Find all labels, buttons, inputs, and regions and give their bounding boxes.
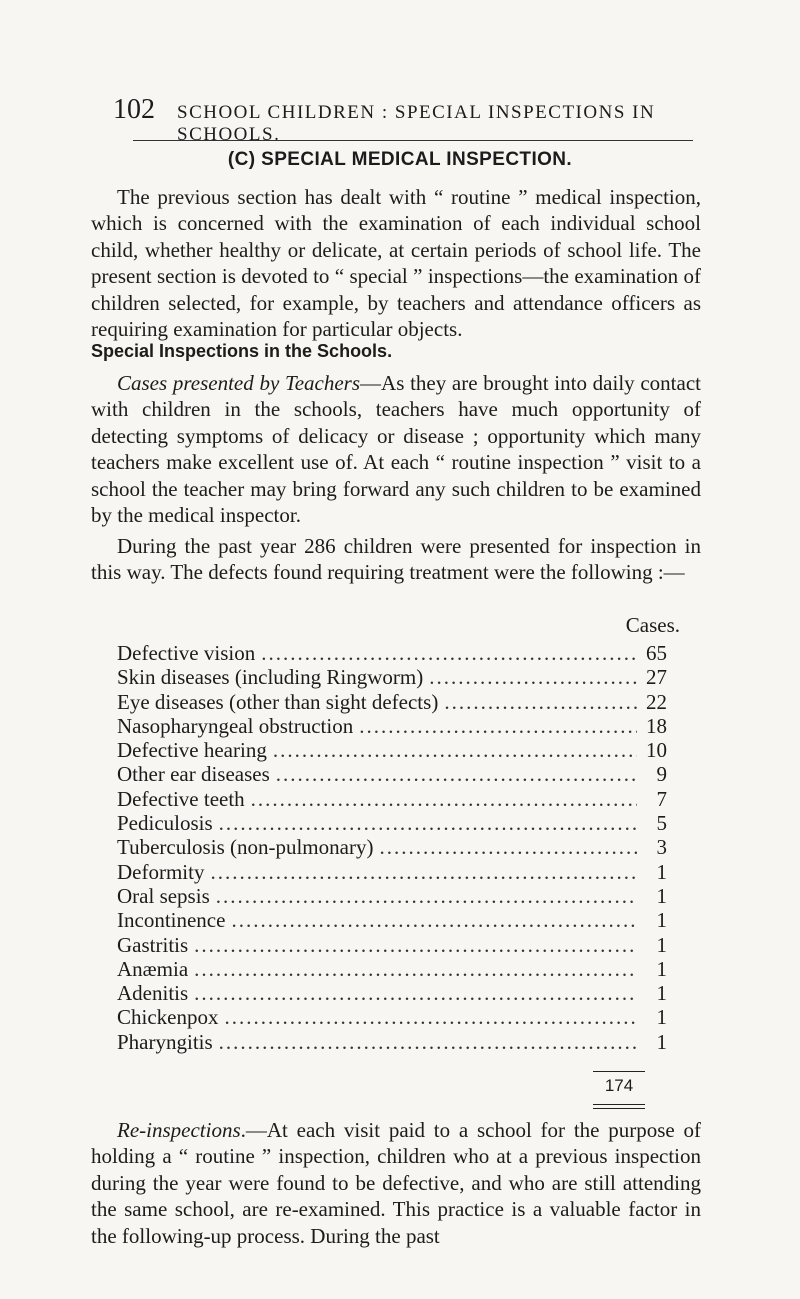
row-label: Eye diseases (other than sight defects)	[117, 689, 439, 714]
dot-leader	[251, 787, 637, 811]
row-value: 1	[656, 908, 667, 933]
row-label: Defective hearing	[117, 738, 267, 763]
dot-leader	[216, 884, 637, 908]
cases-table	[117, 641, 667, 1054]
table-row	[117, 1030, 667, 1054]
row-value: 10	[646, 738, 667, 763]
row-value: 65	[646, 641, 667, 665]
table-row	[117, 641, 667, 665]
row-value: 18	[646, 713, 667, 738]
table-row	[117, 933, 667, 957]
table-row	[117, 884, 667, 908]
table-row	[117, 787, 667, 811]
reinspections-paragraph	[91, 1117, 701, 1249]
table-row	[117, 860, 667, 884]
table-row	[117, 714, 667, 738]
table-row	[117, 690, 667, 714]
dot-leader	[224, 1005, 637, 1029]
dot-leader	[210, 860, 637, 884]
table-row	[117, 811, 667, 835]
row-label: Incontinence	[117, 908, 226, 933]
table-row	[117, 981, 667, 1005]
row-value: 1	[656, 981, 667, 1006]
presented-paragraph-text: During the past year 286 children were presented for inspection in this way. The defects found requiring treatment were the following :—	[91, 534, 701, 585]
row-value: 3	[656, 835, 667, 860]
dot-leader	[219, 811, 637, 835]
table-row	[117, 665, 667, 689]
table-row	[117, 957, 667, 981]
row-value: 1	[656, 932, 667, 957]
table-row	[117, 908, 667, 932]
row-value: 22	[646, 689, 667, 714]
subheading: Special Inspections in the Schools.	[91, 341, 393, 361]
total-rule	[593, 1071, 645, 1072]
dot-leader	[444, 690, 637, 714]
presented-paragraph	[91, 533, 701, 586]
row-label: Skin diseases (including Ringworm)	[117, 665, 424, 690]
teachers-paragraph-lead: Cases presented by Teachers	[117, 371, 361, 395]
row-label: Chickenpox	[117, 1005, 219, 1030]
row-label: Adenitis	[117, 981, 189, 1006]
page-number: 102	[113, 94, 155, 125]
table-row	[117, 762, 667, 786]
total-double-rule	[593, 1104, 645, 1109]
cases-total: 174	[604, 1076, 634, 1095]
row-label: Tuberculosis (non-pulmonary)	[117, 835, 374, 860]
dot-leader	[219, 1030, 637, 1054]
section-title: (C) SPECIAL MEDICAL INSPECTION.	[227, 149, 573, 170]
reinspections-paragraph-text: .—At each visit paid to a school for the purpose of holding a “ routine ” inspection, children who at a previous inspection during the year were found to be defective, and who are still attending the same school, are re-examined. This practice is a valuable factor in the following-up process. During the past	[91, 1118, 701, 1248]
page-header	[113, 94, 693, 146]
header-rule	[133, 140, 693, 141]
row-value: 27	[646, 665, 667, 690]
dot-leader	[194, 981, 637, 1005]
row-label: Oral sepsis	[117, 883, 210, 908]
row-label: Pharyngitis	[117, 1029, 213, 1054]
dot-leader	[379, 835, 637, 859]
row-label: Deformity	[117, 859, 205, 884]
row-value: 7	[656, 786, 667, 811]
teachers-paragraph-text: —As they are brought into daily contact with children in the schools, teachers have much opportunity of detecting symptoms of delicacy or disease ; opportunity which many teachers make excellent use of. At each “ routine inspection ” visit to a school the teacher may bring forward any such children to be examined by the medical inspector.	[91, 371, 701, 528]
intro-paragraph	[91, 184, 701, 342]
dot-leader	[429, 665, 637, 689]
teachers-paragraph	[91, 370, 701, 528]
dot-leader	[276, 762, 637, 786]
dot-leader	[261, 641, 637, 665]
dot-leader	[194, 933, 637, 957]
dot-leader	[194, 957, 637, 981]
row-label: Defective vision	[117, 641, 256, 665]
row-value: 1	[656, 859, 667, 884]
running-title: SCHOOL CHILDREN : SPECIAL INSPECTIONS IN SCHOOLS.	[177, 102, 656, 145]
row-value: 9	[656, 762, 667, 787]
row-label: Defective teeth	[117, 786, 245, 811]
row-label: Other ear diseases	[117, 762, 270, 787]
row-label: Gastritis	[117, 932, 189, 957]
row-label: Anæmia	[117, 956, 189, 981]
dot-leader	[231, 908, 637, 932]
intro-paragraph-text: The previous section has dealt with “ routine ” medical inspection, which is concerned with the examination of each individual school child, whether healthy or delicate, at certain periods of school life. The present section is devoted to “ special ” inspections—the examination of children selected, for example, by teachers and attendance officers as requiring examination for particular objects.	[91, 185, 701, 342]
row-value: 5	[656, 811, 667, 836]
row-value: 1	[656, 1029, 667, 1054]
dot-leader	[273, 738, 637, 762]
table-row	[117, 1005, 667, 1029]
row-value: 1	[656, 956, 667, 981]
reinspections-paragraph-lead: Re-inspections	[117, 1118, 241, 1142]
table-row	[117, 835, 667, 859]
cases-column-heading: Cases.	[625, 613, 680, 637]
row-value: 1	[656, 883, 667, 908]
table-row	[117, 738, 667, 762]
row-label: Pediculosis	[117, 811, 213, 836]
dot-leader	[359, 714, 637, 738]
row-value: 1	[656, 1005, 667, 1030]
row-label: Nasopharyngeal obstruction	[117, 713, 354, 738]
